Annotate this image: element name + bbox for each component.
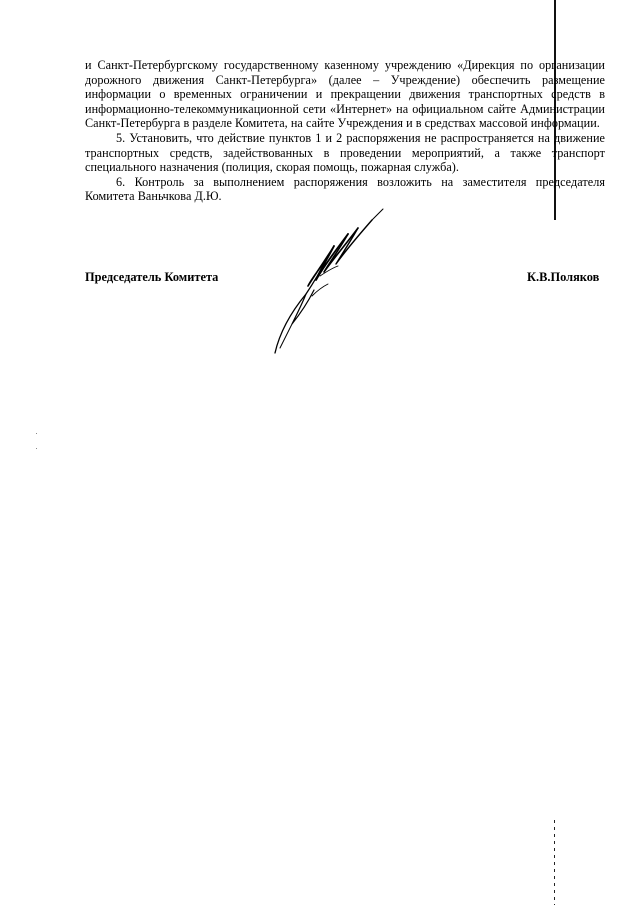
paragraph-item-6: 6. Контроль за выполнением распоряжения возложить на заместителя председателя Комитета Ваньчкова Д.Ю. xyxy=(85,174,605,204)
order-body-text xyxy=(85,58,605,204)
scan-margin-line-lower xyxy=(554,820,555,905)
scan-speck xyxy=(36,448,37,449)
paragraph-item-5: 5. Установить, что действие пунктов 1 и 2 распоряжения не распространяется на движение транспортных средств, задействованных в проведении мероприятий, а также транспорт специального назначения (полиция, скорая помощь, пожарная служба). xyxy=(85,130,605,175)
paragraph-continuation: и Санкт-Петербургскому государственному казенному учреждению «Дирекция по организации дорожного движения Санкт-Петербурга» (далее – Учреждение) обеспечить размещение информации о временных ограничении и прекращении движения транспортных средств в информационно-телекоммуникационной сети «Интернет» на официальном сайте Администрации Санкт-Петербурга в разделе Комитета, на сайте Учреждения и в средствах массовой информации. xyxy=(85,58,605,131)
signatory-title: Председатель Комитета xyxy=(85,270,219,284)
handwritten-signature xyxy=(262,206,397,361)
signatory-name: К.В.Поляков xyxy=(527,270,600,284)
scan-speck xyxy=(36,433,37,434)
